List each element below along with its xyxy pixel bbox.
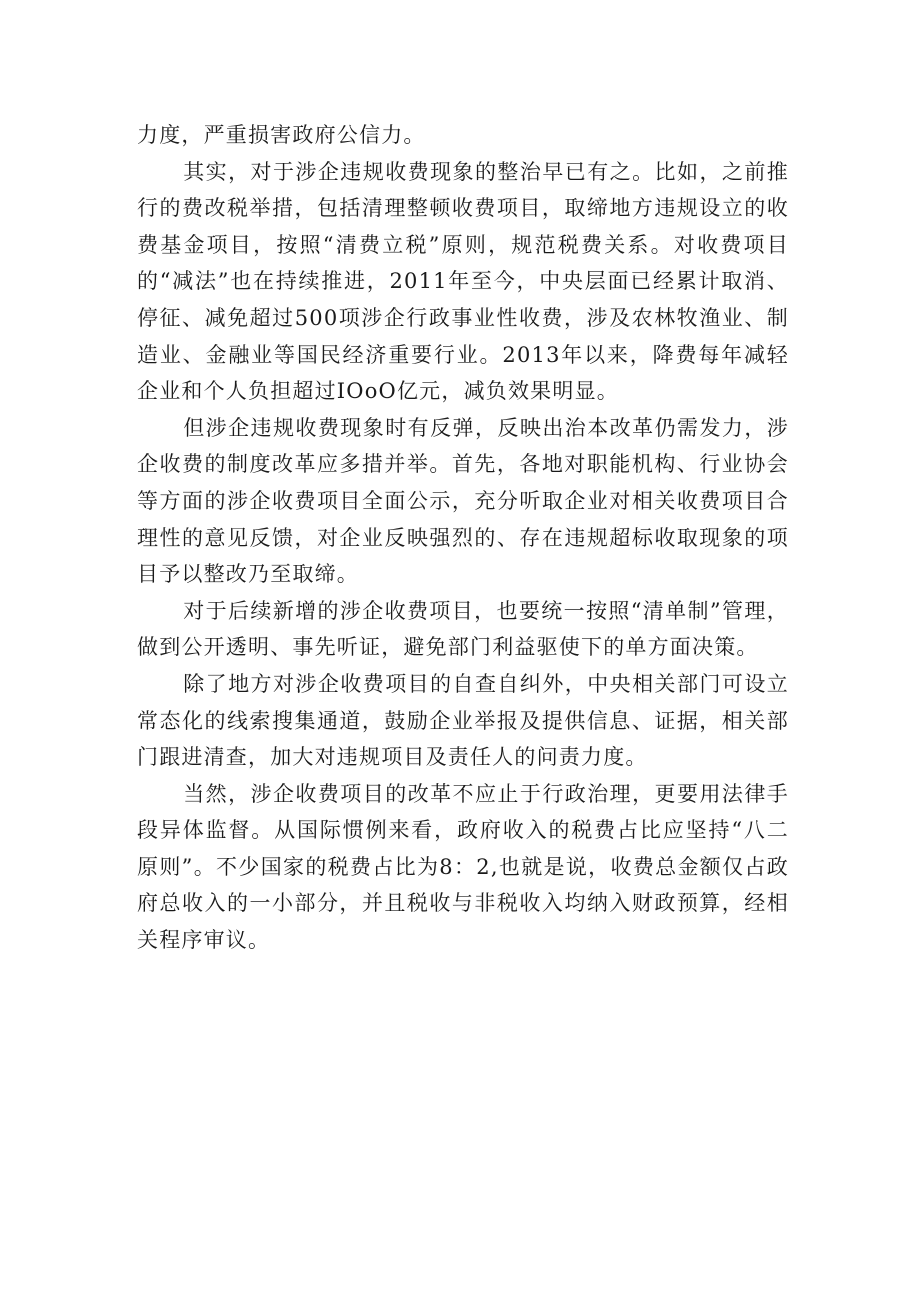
paragraph-5: 除了地方对涉企收费项目的自查自纠外，中央相关部门可设立常态化的线索搜集通道，鼓励企业举报及提供信息、证据，相关部门跟进清查，加大对违规项目及责任人的问责力度。: [137, 671, 789, 770]
paragraph-4: 对于后续新增的涉企收费项目，也要统一按照“清单制”管理，做到公开透明、事先听证，避免部门利益驱使下的单方面决策。: [137, 598, 789, 660]
paragraph-3: 但涉企违规收费现象时有反弹，反映出治本改革仍需发力，涉企收费的制度改革应多措并举。首先，各地对职能机构、行业协会等方面的涉企收费项目全面公示，充分听取企业对相关收费项目合理性的意见反馈，对企业反映强烈的、存在违规超标收取现象的项目予以整改乃至取缔。: [137, 415, 789, 587]
document-body: [137, 117, 789, 959]
paragraph-6: 当然，涉企收费项目的改革不应止于行政治理，更要用法律手段异体监督。从国际惯例来看，政府收入的税费占比应坚持“八二原则”。不少国家的税费占比为8：2,也就是说，收费总金额仅占政府总收入的一小部分，并且税收与非税收入均纳入财政预算，经相关程序审议。: [137, 781, 789, 953]
paragraph-2: 其实，对于涉企违规收费现象的整治早已有之。比如，之前推行的费改税举措，包括清理整顿收费项目，取缔地方违规设立的收费基金项目，按照“清费立税”原则，规范税费关系。对收费项目的“减法”也在持续推进，2011年至今，中央层面已经累计取消、停征、减免超过500项涉企行政事业性收费，涉及农林牧渔业、制造业、金融业等国民经济重要行业。2013年以来，降费每年减轻企业和个人负担超过IOoO亿元，减负效果明显。: [137, 159, 789, 404]
paragraph-1: 力度，严重损害政府公信力。: [137, 123, 426, 147]
